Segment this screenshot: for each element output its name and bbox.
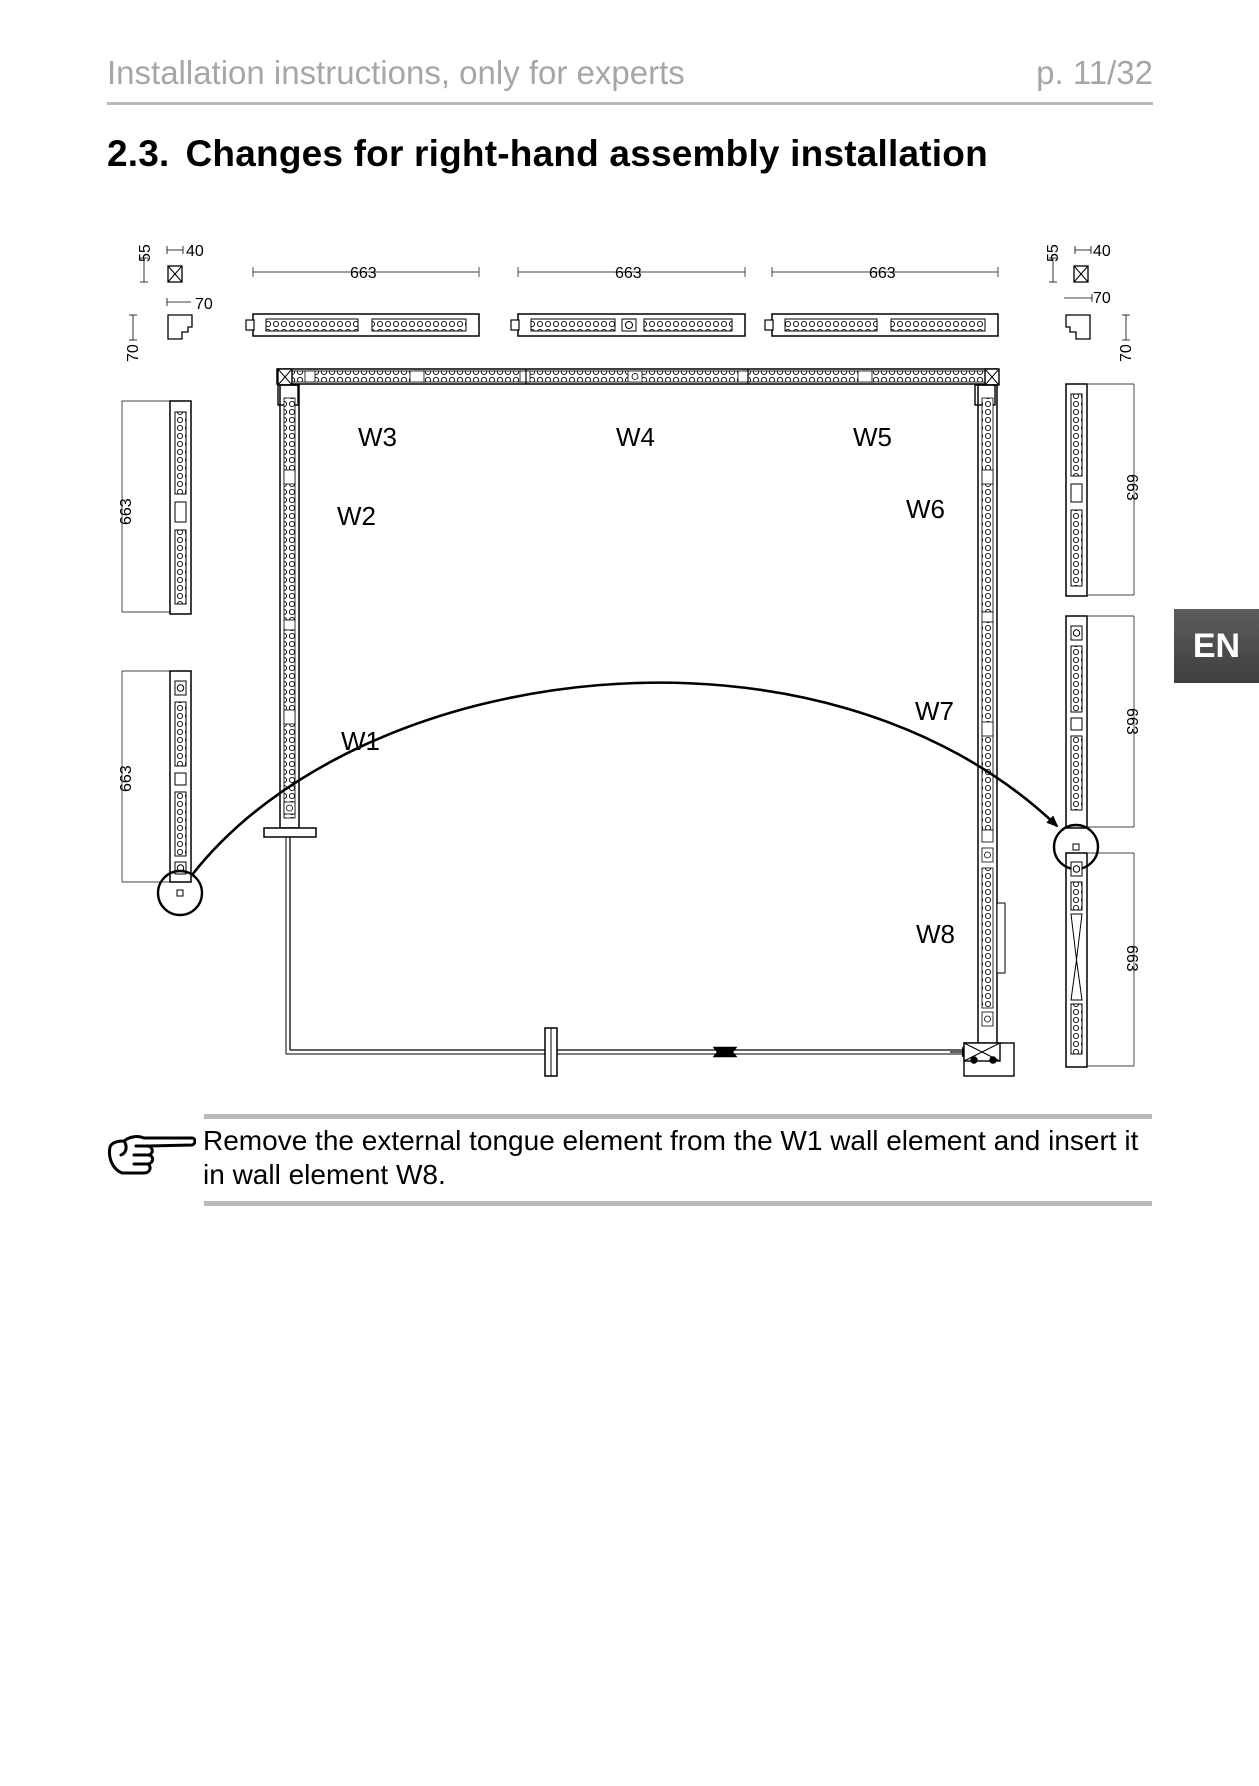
dimension-label: 55: [1045, 244, 1062, 262]
wall-label-w6: W6: [906, 494, 945, 524]
dimension-label: 55: [137, 244, 154, 262]
document-title: Installation instructions, only for experts: [107, 54, 685, 91]
wall-label-w3: W3: [358, 422, 397, 452]
frame-top-wall: [277, 369, 997, 384]
wall-label-w2: W2: [337, 501, 376, 531]
dimension-label: 40: [1093, 243, 1111, 260]
section-number: 2.3.: [107, 133, 170, 174]
section-title: Changes for right-hand assembly installation: [185, 133, 988, 174]
dimension-label: 70: [195, 296, 213, 313]
note-text: Remove the external tongue element from the W1 wall element and insert it in wall element W8.: [203, 1125, 1139, 1190]
tongue-element: [177, 890, 183, 896]
note-rule-top: [204, 1114, 1152, 1119]
page-number: p. 11/32: [1036, 54, 1153, 91]
wall-label-w5: W5: [853, 422, 892, 452]
frame-right-wall: [978, 385, 1005, 1045]
corner-post-bottom-right: [964, 1043, 1014, 1076]
dimension-label: 663: [1123, 945, 1140, 972]
wall-label-w1: W1: [341, 726, 380, 756]
tongue-element: [1073, 844, 1079, 850]
dimension-label: 663: [869, 265, 896, 282]
wall-label-w4: W4: [616, 422, 655, 452]
dimension-label: 663: [1123, 474, 1140, 501]
tongue-source-highlight: [158, 871, 202, 915]
wall-label-w8: W8: [916, 919, 955, 949]
dimension-label: 663: [615, 265, 642, 282]
language-tab[interactable]: EN: [1174, 609, 1259, 683]
pointing-hand-icon: [104, 1127, 196, 1179]
note-rule-bottom: [204, 1201, 1152, 1206]
dimension-label: 663: [350, 265, 377, 282]
dimension-label: 40: [186, 243, 204, 260]
frame-left-wall: [264, 385, 316, 837]
dimension-label: 663: [118, 765, 135, 792]
wall-label-w7: W7: [915, 696, 954, 726]
dimension-label: 70: [125, 344, 142, 362]
dimension-label: 70: [1093, 290, 1111, 307]
door-track: [286, 837, 972, 1076]
dimension-label: 663: [1123, 708, 1140, 735]
dimension-label: 663: [118, 498, 135, 525]
dimension-label: 70: [1118, 344, 1135, 362]
